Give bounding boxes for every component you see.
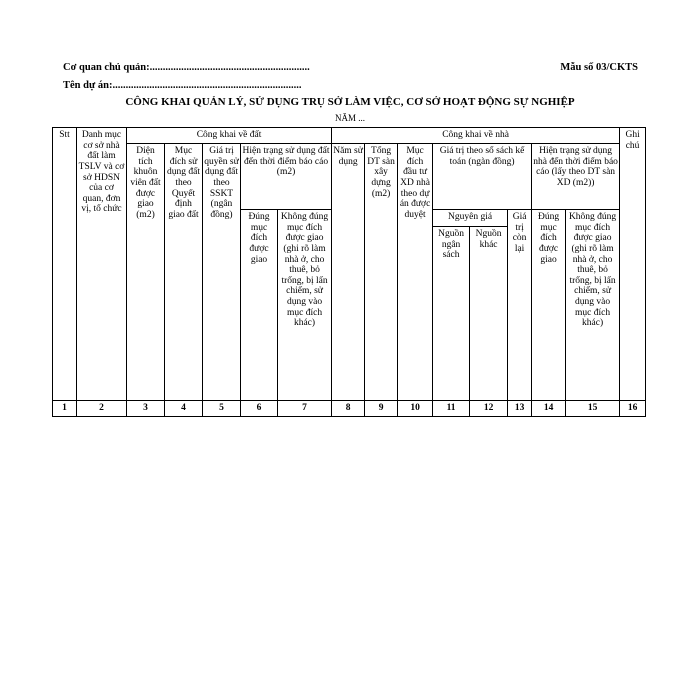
col-invest-purpose: Mục đích đầu tư XD nhà theo dự án được duyệt — [398, 144, 433, 401]
col-land-correct: Đúng mục đích được giao — [241, 210, 278, 401]
document-title: CÔNG KHAI QUẢN LÝ, SỬ DỤNG TRỤ SỞ LÀM VIỆC, CƠ SỞ HOẠT ĐỘNG SỰ NGHIỆP — [125, 96, 575, 108]
form-number: Mẫu số 03/CKTS — [560, 62, 638, 73]
original-price-header: Nguyên giá — [433, 210, 508, 227]
project-label: Tên dự án:........................................................................ — [63, 80, 302, 91]
col-state-budget: Nguồn ngân sách — [433, 227, 470, 401]
col-number: 11 — [433, 401, 470, 417]
col-remaining-value: Giá trị còn lại — [508, 210, 532, 401]
col-land-incorrect: Không đúng mục đích được giao (ghi rõ làm nhà ở, cho thuê, bỏ trống, bị lấn chiếm, sử dụng vào mục đích khác) — [278, 210, 332, 401]
col-number: 6 — [241, 401, 278, 417]
col-land-area: Diện tích khuôn viên đất được giao (m2) — [127, 144, 165, 401]
col-number: 5 — [203, 401, 241, 417]
col-number: 2 — [77, 401, 127, 417]
col-other-source: Nguồn khác — [470, 227, 508, 401]
col-land-purpose: Mục đích sử dụng đất theo Quyết định giao đất — [165, 144, 203, 401]
house-status-header: Hiện trạng sử dụng nhà đến thời điểm báo cáo (lấy theo DT sàn XD (m2)) — [532, 144, 620, 210]
col-house-correct: Đúng mục đích được giao — [532, 210, 566, 401]
col-land-value: Giá trị quyền sử dụng đất theo SSKT (ngân đồng) — [203, 144, 241, 401]
col-note: Ghi chú — [620, 128, 646, 401]
col-number: 15 — [566, 401, 620, 417]
col-total-floor-area: Tổng DT sàn xây dựng (m2) — [365, 144, 398, 401]
asset-disclosure-table — [52, 127, 646, 417]
col-number: 13 — [508, 401, 532, 417]
col-number: 3 — [127, 401, 165, 417]
land-group-header: Công khai về đất — [127, 128, 332, 144]
col-number: 16 — [620, 401, 646, 417]
col-number: 4 — [165, 401, 203, 417]
col-number: 1 — [53, 401, 77, 417]
document-year: NĂM ... — [334, 113, 365, 123]
agency-label: Cơ quan chủ quản:............................................................. — [63, 62, 310, 73]
col-number: 14 — [532, 401, 566, 417]
col-house-incorrect: Không đúng mục đích được giao (ghi rõ làm nhà ở, cho thuê, bỏ trống, bị lấn chiếm, sử dụng vào mục đích khác) — [566, 210, 620, 401]
col-number: 8 — [332, 401, 365, 417]
land-status-header: Hiện trạng sử dụng đất đến thời điểm báo cáo (m2) — [241, 144, 332, 210]
col-number: 10 — [398, 401, 433, 417]
col-number: 7 — [278, 401, 332, 417]
house-group-header: Công khai về nhà — [332, 128, 620, 144]
col-asset-list: Danh mục cơ sở nhà đất làm TSLV và cơ sở HDSN của cơ quan, đơn vị, tổ chức — [77, 128, 127, 401]
col-number: 12 — [470, 401, 508, 417]
col-year-use: Năm sử dụng — [332, 144, 365, 401]
col-number: 9 — [365, 401, 398, 417]
col-stt: Stt — [53, 128, 77, 401]
book-value-header: Giá trị theo sổ sách kế toán (ngàn đồng) — [433, 144, 532, 210]
